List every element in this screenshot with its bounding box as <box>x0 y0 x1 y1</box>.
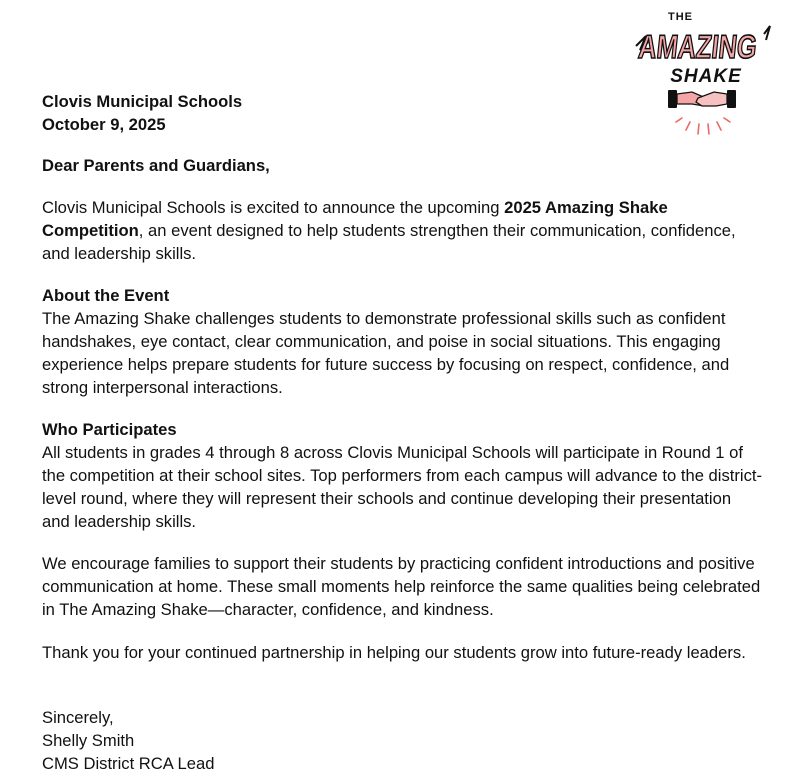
thanks-paragraph: Thank you for your continued partnership in helping our students grow into future-ready leaders. <box>42 643 746 662</box>
greeting-wrap <box>42 154 270 177</box>
intro-event-name: 2025 Amazing Shake Competition <box>42 198 668 240</box>
about-heading: About the Event <box>42 286 170 305</box>
closing: Sincerely, <box>42 708 114 727</box>
signer-name: Shelly Smith <box>42 731 135 750</box>
letter-header <box>42 90 242 136</box>
encourage-paragraph: We encourage families to support their students by practicing confident introductions and positive communication at home. These small moments help reinforce the same qualities being celebrated in The Amazing Shake—character, confidence, and kindness. <box>42 554 761 619</box>
signature-block <box>42 706 762 775</box>
intro-text-before: Clovis Municipal Schools is excited to announce the upcoming <box>42 198 505 217</box>
letter-date: October 9, 2025 <box>42 115 166 134</box>
participants-section <box>42 418 762 533</box>
logo-amazing-text: AMAZING <box>636 29 795 66</box>
participants-body: All students in grades 4 through 8 across Clovis Municipal Schools will participate in Round 1 of the competition at their school sites. Top performers from each campus will advance to the district-level round, where they will represent their schools and continue developing their presentation and leadership skills. <box>42 443 762 531</box>
logo-rays <box>676 118 730 134</box>
participants-heading: Who Participates <box>42 420 177 439</box>
logo-bolt-right <box>764 26 770 40</box>
logo-the-text: THE <box>668 11 693 23</box>
about-body: The Amazing Shake challenges students to demonstrate professional skills such as confident handshakes, eye contact, clear communication, and poise in social situations. This engaging experience helps prepare students for future success by focusing on respect, confidence, and strong interpersonal interactions. <box>42 309 730 397</box>
signer-title: CMS District RCA Lead <box>42 754 215 773</box>
intro-paragraph <box>42 196 762 265</box>
intro-text-after: , an event designed to help students strengthen their communication, confidence, and leadership skills. <box>42 221 736 263</box>
handshake-icon <box>668 90 736 108</box>
logo-shake-text: SHAKE <box>670 66 742 87</box>
organization-name: Clovis Municipal Schools <box>42 92 243 111</box>
about-section <box>42 284 762 399</box>
greeting: Dear Parents and Guardians, <box>42 156 270 175</box>
amazing-shake-logo <box>632 6 795 146</box>
